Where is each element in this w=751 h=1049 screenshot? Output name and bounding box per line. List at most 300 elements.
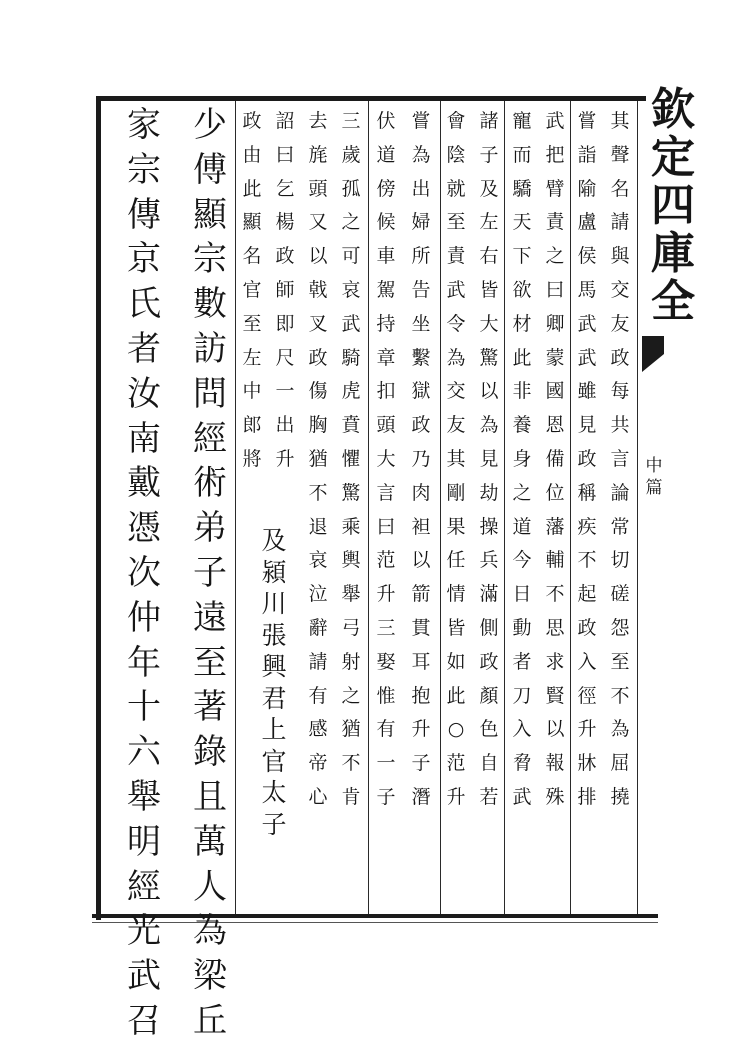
- glyph: 傍: [376, 177, 396, 200]
- banner-char: 全: [651, 276, 695, 327]
- glyph: 撓: [610, 785, 630, 808]
- glyph: 入: [512, 718, 532, 741]
- text-column: [439, 112, 473, 822]
- glyph: 備: [545, 447, 565, 470]
- glyph: 顯: [193, 194, 227, 235]
- glyph: 其: [446, 447, 466, 470]
- glyph: 側: [479, 616, 499, 639]
- glyph: 武: [577, 312, 597, 335]
- glyph: 去: [308, 110, 328, 132]
- glyph: 皆: [446, 616, 466, 639]
- glyph: 色: [479, 718, 499, 741]
- glyph: 弟: [193, 508, 227, 549]
- glyph: 武: [446, 278, 466, 301]
- glyph: 楊: [275, 211, 295, 234]
- glyph: 聲: [610, 143, 630, 166]
- glyph: 名: [610, 177, 630, 200]
- glyph: 驚: [479, 346, 499, 369]
- glyph: 章: [376, 346, 396, 369]
- glyph: 右: [479, 245, 499, 268]
- glyph: 六: [127, 732, 161, 773]
- glyph: 肉: [411, 481, 431, 504]
- glyph: 言: [376, 481, 396, 504]
- glyph: 顏: [479, 684, 499, 707]
- glyph: 上: [261, 715, 287, 744]
- chapter-char: 篇: [645, 478, 663, 498]
- glyph: 傷: [308, 380, 328, 403]
- glyph: 頭: [376, 414, 396, 437]
- glyph: 舉: [127, 776, 161, 817]
- glyph: 騎: [341, 346, 361, 369]
- fishtail-mark-icon: [640, 334, 666, 374]
- glyph: 雖: [577, 380, 597, 403]
- glyph: 滿: [479, 583, 499, 606]
- glyph: 不: [577, 549, 597, 572]
- glyph: 政: [577, 616, 597, 639]
- glyph: 一: [275, 380, 295, 403]
- glyph: 胸: [308, 414, 328, 437]
- glyph: 至: [242, 312, 262, 335]
- glyph: 以: [479, 380, 499, 403]
- glyph: 耳: [411, 650, 431, 673]
- glyph: 如: [446, 650, 466, 673]
- glyph: 孤: [341, 177, 361, 200]
- text-column: [369, 112, 403, 822]
- glyph: 思: [545, 616, 565, 639]
- glyph: 泣: [308, 583, 328, 606]
- glyph: 若: [479, 785, 499, 808]
- glyph: 此: [242, 177, 262, 200]
- glyph: 剛: [446, 481, 466, 504]
- glyph: 候: [376, 211, 396, 234]
- glyph: 之: [512, 481, 532, 504]
- glyph: 中: [242, 380, 262, 403]
- glyph: 刀: [512, 684, 532, 707]
- glyph: 就: [446, 177, 466, 200]
- glyph: 虎: [341, 380, 361, 403]
- glyph: 今: [512, 549, 532, 572]
- glyph: 非: [512, 380, 532, 403]
- glyph: 子: [261, 809, 287, 839]
- glyph: 歲: [341, 143, 361, 166]
- glyph: 弓: [341, 616, 361, 639]
- glyph: 張: [261, 620, 287, 650]
- glyph: 潁: [261, 557, 287, 587]
- glyph: 自: [479, 752, 499, 775]
- glyph: 每: [610, 380, 630, 403]
- text-column: [570, 112, 604, 822]
- glyph: 出: [411, 177, 431, 200]
- glyph: 以: [308, 245, 328, 268]
- glyph: 把: [545, 143, 565, 166]
- glyph: 欲: [512, 278, 532, 301]
- glyph: 尺: [275, 346, 295, 369]
- glyph: 言: [610, 447, 630, 470]
- banner-char: 四: [651, 180, 695, 231]
- glyph: 婦: [411, 211, 431, 234]
- glyph: 為: [446, 346, 466, 369]
- glyph: 下: [512, 245, 532, 268]
- glyph: 排: [577, 785, 597, 808]
- glyph: 與: [610, 245, 630, 268]
- glyph: 宗: [127, 149, 161, 190]
- glyph: 告: [411, 278, 431, 301]
- glyph: 寵: [512, 110, 532, 132]
- glyph: 賢: [545, 684, 565, 707]
- glyph: 丘: [193, 1000, 227, 1041]
- glyph: 家: [127, 105, 161, 145]
- frame-top-border: [98, 96, 646, 101]
- book-title-banner: [642, 84, 704, 328]
- glyph: 道: [512, 515, 532, 538]
- text-column: [118, 105, 170, 1049]
- glyph: 射: [341, 650, 361, 673]
- glyph: 叉: [308, 312, 328, 335]
- glyph: 情: [446, 583, 466, 606]
- glyph: 著: [193, 687, 227, 728]
- glyph: 持: [376, 312, 396, 335]
- glyph: 大: [376, 447, 396, 470]
- text-column: [334, 112, 368, 822]
- glyph: 殊: [545, 785, 565, 808]
- glyph: 藩: [545, 515, 565, 538]
- glyph: 辭: [308, 616, 328, 639]
- glyph: 大: [479, 312, 499, 335]
- glyph: 之: [545, 245, 565, 268]
- glyph: 以: [411, 549, 431, 572]
- glyph: 三: [341, 110, 361, 132]
- glyph: 入: [577, 650, 597, 673]
- glyph: 不: [341, 752, 361, 775]
- glyph: 材: [512, 312, 532, 335]
- glyph: 任: [446, 549, 466, 572]
- glyph: 政: [479, 650, 499, 673]
- glyph: 可: [341, 245, 361, 268]
- glyph: 卿: [545, 312, 565, 335]
- glyph: 術: [193, 463, 227, 504]
- glyph: 經: [127, 866, 161, 907]
- glyph: 車: [376, 245, 396, 268]
- glyph: 此: [512, 346, 532, 369]
- glyph: 潛: [411, 785, 431, 808]
- glyph: 升: [446, 785, 466, 808]
- glyph: 乃: [411, 447, 431, 470]
- glyph: 交: [446, 380, 466, 403]
- glyph: 所: [411, 245, 431, 268]
- glyph: 及: [261, 526, 287, 555]
- glyph: 遠: [193, 597, 227, 638]
- glyph: 顯: [242, 211, 262, 234]
- glyph: 子: [411, 752, 431, 775]
- glyph: 身: [512, 447, 532, 470]
- glyph: 舉: [341, 583, 361, 606]
- glyph: 請: [308, 650, 328, 673]
- glyph: 出: [275, 414, 295, 437]
- glyph: 問: [193, 373, 227, 414]
- glyph: ○: [447, 718, 465, 741]
- glyph: 左: [479, 211, 499, 234]
- glyph: 南: [127, 418, 161, 459]
- glyph: 升: [411, 718, 431, 741]
- glyph: 左: [242, 346, 262, 369]
- glyph: 次: [127, 552, 161, 593]
- glyph: 將: [242, 447, 262, 470]
- glyph: 獄: [411, 380, 431, 403]
- glyph: 又: [308, 211, 328, 234]
- glyph: 不: [308, 481, 328, 504]
- frame-bottom-border: [92, 914, 658, 918]
- glyph: 蒙: [545, 346, 565, 369]
- glyph: 劫: [479, 481, 499, 504]
- glyph: 會: [446, 110, 466, 132]
- glyph: 哀: [308, 549, 328, 572]
- glyph: 袒: [411, 515, 431, 538]
- glyph: 子: [479, 143, 499, 166]
- glyph: 友: [446, 414, 466, 437]
- glyph: 憑: [127, 508, 161, 549]
- glyph: 君: [261, 683, 287, 713]
- glyph: 養: [512, 414, 532, 437]
- glyph: 年: [127, 642, 161, 683]
- glyph: 及: [479, 177, 499, 200]
- glyph: 嘗: [411, 110, 431, 132]
- glyph: 乞: [275, 177, 295, 200]
- frame-left-border: [96, 96, 101, 920]
- glyph: 猶: [341, 718, 361, 741]
- glyph: 動: [512, 616, 532, 639]
- text-column: [268, 112, 302, 484]
- glyph: 武: [545, 110, 565, 132]
- glyph: 伏: [376, 110, 396, 132]
- glyph: 責: [446, 245, 466, 268]
- glyph: 心: [308, 785, 328, 808]
- glyph: 道: [376, 143, 396, 166]
- glyph: 責: [545, 211, 565, 234]
- glyph: 政: [577, 447, 597, 470]
- banner-char: 庫: [651, 228, 695, 279]
- glyph: 恩: [545, 414, 565, 437]
- glyph: 為: [479, 414, 499, 437]
- glyph: 貫: [411, 616, 431, 639]
- frame-bottom-thin-line: [92, 922, 658, 923]
- glyph: 切: [610, 549, 630, 572]
- text-column: [404, 112, 438, 822]
- glyph: 錄: [193, 732, 227, 773]
- glyph: 至: [446, 211, 466, 234]
- glyph: 輔: [545, 549, 565, 572]
- glyph: 請: [610, 211, 630, 234]
- glyph: 感: [308, 718, 328, 741]
- glyph: 輿: [341, 549, 361, 572]
- glyph: 名: [242, 245, 262, 268]
- glyph: 扣: [376, 380, 396, 403]
- glyph: 戟: [308, 278, 328, 301]
- glyph: 隃: [577, 177, 597, 200]
- glyph: 日: [512, 583, 532, 606]
- glyph: 箭: [411, 583, 431, 606]
- glyph: 以: [545, 718, 565, 741]
- glyph: 頭: [308, 177, 328, 200]
- glyph: 見: [577, 414, 597, 437]
- glyph: 哀: [341, 278, 361, 301]
- text-column: [505, 112, 539, 822]
- glyph: 郎: [242, 414, 262, 437]
- glyph: 汝: [127, 373, 161, 414]
- glyph: 皆: [479, 278, 499, 301]
- glyph: 乘: [341, 515, 361, 538]
- glyph: 政: [610, 346, 630, 369]
- glyph: 且: [193, 776, 227, 817]
- glyph: 子: [193, 552, 227, 593]
- glyph: 怨: [610, 616, 630, 639]
- glyph: 猶: [308, 447, 328, 470]
- glyph: 人: [193, 866, 227, 907]
- glyph: 訪: [193, 328, 227, 369]
- glyph: 不: [610, 684, 630, 707]
- glyph: 磋: [610, 583, 630, 606]
- glyph: 共: [610, 414, 630, 437]
- glyph: 武: [577, 346, 597, 369]
- glyph: 友: [610, 312, 630, 335]
- glyph: 明: [127, 821, 161, 862]
- glyph: 數: [193, 284, 227, 325]
- glyph: 牀: [577, 752, 597, 775]
- glyph: 氏: [127, 284, 161, 325]
- glyph: 論: [610, 481, 630, 504]
- glyph: 有: [376, 718, 396, 741]
- glyph: 賁: [341, 414, 361, 437]
- glyph: 侯: [577, 245, 597, 268]
- glyph: 師: [275, 278, 295, 301]
- glyph: 子: [376, 785, 396, 808]
- glyph: 有: [308, 684, 328, 707]
- glyph: 升: [577, 718, 597, 741]
- glyph: 范: [446, 752, 466, 775]
- glyph: 十: [127, 687, 161, 728]
- text-column: [472, 112, 506, 822]
- glyph: 太: [261, 778, 287, 807]
- glyph: 脅: [512, 752, 532, 775]
- glyph: 升: [376, 583, 396, 606]
- glyph: 政: [242, 110, 262, 132]
- glyph: 武: [341, 312, 361, 335]
- glyph: 者: [512, 650, 532, 673]
- glyph: 見: [479, 447, 499, 470]
- glyph: 仲: [127, 597, 161, 638]
- glyph: 武: [127, 956, 161, 997]
- glyph: 官: [261, 746, 287, 776]
- glyph: 其: [610, 110, 630, 132]
- glyph: 一: [376, 752, 396, 775]
- glyph: 位: [545, 481, 565, 504]
- glyph: 操: [479, 515, 499, 538]
- glyph: 三: [376, 616, 396, 639]
- glyph: 嘗: [577, 110, 597, 132]
- glyph: 至: [610, 650, 630, 673]
- glyph: 曰: [376, 515, 396, 538]
- glyph: 光: [127, 911, 161, 952]
- glyph: 梁: [193, 956, 227, 997]
- glyph: 盧: [577, 211, 597, 234]
- glyph: 曰: [545, 278, 565, 301]
- glyph: 詔: [275, 110, 295, 132]
- glyph: 而: [512, 143, 532, 166]
- glyph: 娶: [376, 650, 396, 673]
- banner-char: 定: [651, 132, 695, 183]
- glyph: 稱: [577, 481, 597, 504]
- glyph: 武: [512, 785, 532, 808]
- glyph: 交: [610, 278, 630, 301]
- glyph: 此: [446, 684, 466, 707]
- glyph: 至: [193, 642, 227, 683]
- glyph: 為: [610, 718, 630, 741]
- glyph: 之: [341, 684, 361, 707]
- glyph: 為: [411, 143, 431, 166]
- glyph: 馬: [577, 278, 597, 301]
- glyph: 少: [193, 105, 227, 145]
- glyph: 帝: [308, 752, 328, 775]
- glyph: 之: [341, 211, 361, 234]
- glyph: 常: [610, 515, 630, 538]
- glyph: 戴: [127, 463, 161, 504]
- glyph: 果: [446, 515, 466, 538]
- glyph: 京: [127, 239, 161, 280]
- text-column: [235, 112, 269, 484]
- glyph: 川: [261, 589, 287, 618]
- glyph: 國: [545, 380, 565, 403]
- glyph: 范: [376, 549, 396, 572]
- glyph: 傳: [127, 194, 161, 235]
- glyph: 繫: [411, 346, 431, 369]
- glyph: 諸: [479, 110, 499, 132]
- glyph: 傅: [193, 149, 227, 190]
- glyph: 駕: [376, 278, 396, 301]
- glyph: 即: [275, 312, 295, 335]
- glyph: 陰: [446, 143, 466, 166]
- glyph: 萬: [193, 821, 227, 862]
- glyph: 兵: [479, 549, 499, 572]
- glyph: 曰: [275, 143, 295, 166]
- glyph: 政: [411, 414, 431, 437]
- glyph: 興: [261, 652, 287, 681]
- glyph: 經: [193, 418, 227, 459]
- glyph: 起: [577, 583, 597, 606]
- glyph: 由: [242, 143, 262, 166]
- glyph: 求: [545, 650, 565, 673]
- glyph: 報: [545, 752, 565, 775]
- glyph: 驕: [512, 177, 532, 200]
- glyph: 宗: [193, 239, 227, 280]
- glyph: 政: [308, 346, 328, 369]
- glyph: 召: [127, 1000, 161, 1041]
- text-column: [252, 528, 296, 843]
- glyph: 徑: [577, 684, 597, 707]
- chapter-label: [640, 458, 668, 502]
- glyph: 驚: [341, 481, 361, 504]
- glyph: 退: [308, 515, 328, 538]
- banner-char: 欽: [651, 84, 695, 135]
- glyph: 天: [512, 211, 532, 234]
- glyph: 抱: [411, 684, 431, 707]
- glyph: 臂: [545, 177, 565, 200]
- glyph: 政: [275, 245, 295, 268]
- glyph: 升: [275, 447, 295, 470]
- glyph: 令: [446, 312, 466, 335]
- text-column: [538, 112, 572, 822]
- glyph: 坐: [411, 312, 431, 335]
- text-column: [603, 112, 637, 822]
- glyph: 疾: [577, 515, 597, 538]
